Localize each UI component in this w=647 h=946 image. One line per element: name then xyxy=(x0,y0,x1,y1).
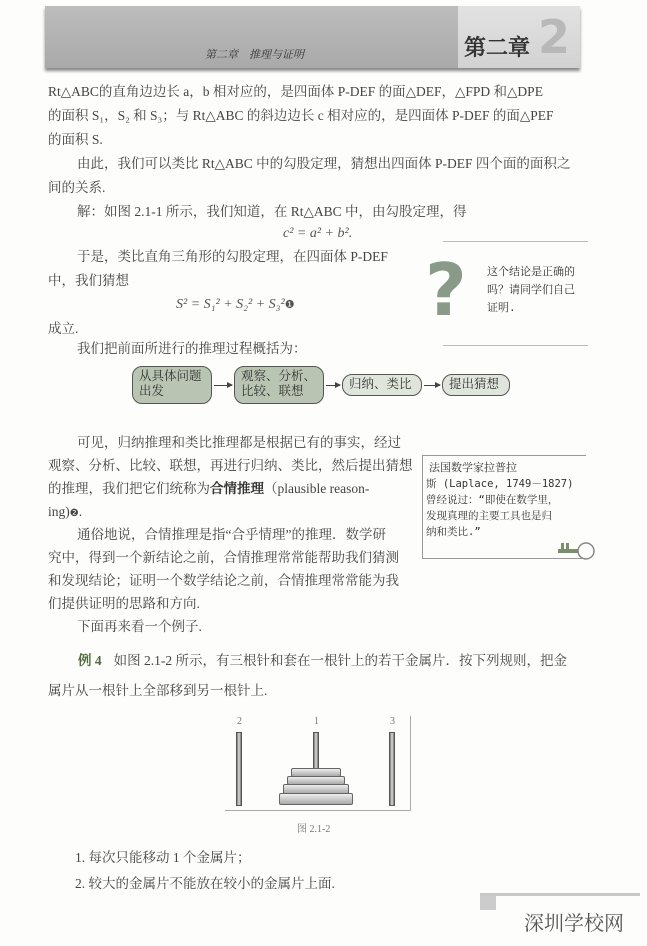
sidebar-text: 曾经说过：“即使在数学里， xyxy=(426,494,559,506)
chapter-tab xyxy=(458,6,580,68)
sidebar-text: 这个结论是正确的 xyxy=(487,265,575,278)
rod-label: 2 xyxy=(237,716,242,727)
watermark: 深圳学校网 xyxy=(524,911,624,935)
formula-text: S² = S₁² + S₂² + S₃² xyxy=(176,297,285,312)
text-line: 间的关系. xyxy=(48,180,106,195)
footer-bar xyxy=(480,893,640,896)
text: 如图 2.1-2 所示，有三根针和套在一根针上的若干金属片．按下列规则，把金 xyxy=(113,653,567,668)
text: . xyxy=(78,504,83,519)
rod-label: 3 xyxy=(390,716,395,727)
question-mark-icon: ? xyxy=(425,248,467,332)
text-line: 解：如图 2.1-1 所示，我们知道，在 Rt△ABC 中，由勾股定理，得 xyxy=(77,204,467,219)
text: 的推理，我们把它们统称为 xyxy=(48,481,210,496)
text-line: 通俗地说，合情推理是指“合乎情理”的推理．数学研 xyxy=(77,527,386,542)
text-line: 下面再来看一个例子. xyxy=(77,619,202,634)
sidebar-text: 证明. xyxy=(487,301,516,314)
text-line: 们提供证明的思路和方向. xyxy=(48,596,200,611)
flow-text: 从具体问题 xyxy=(139,369,202,383)
rod-1 xyxy=(313,732,319,772)
rod-2 xyxy=(236,732,242,806)
sidebar-text: 斯 (Laplace, 1749－1827) xyxy=(426,478,574,490)
text-line: 成立. xyxy=(48,321,79,336)
chapter-header xyxy=(45,6,580,68)
text-line: 可见，归纳推理和类比推理都是根据已有的事实，经过 xyxy=(77,435,401,450)
flow-step-3 xyxy=(342,374,422,396)
flow-text: 出发 xyxy=(139,384,165,398)
footnote-marker: ❶ xyxy=(284,299,295,311)
text-line: 我们把前面所进行的推理过程概括为： xyxy=(77,341,307,356)
rule-2: 2. 较大的金属片不能放在较小的金属片上面. xyxy=(75,876,335,891)
term-highlight: 合情推理 xyxy=(210,481,264,496)
rod-label: 1 xyxy=(314,716,319,727)
text-line: 的面积 S₁，S₂ 和 S₃；与 Rt△ABC 的斜边边长 c 相对应的，是四面体 P-DEF 的面△PEF xyxy=(48,108,554,123)
flow-text: 观察、分析、 xyxy=(241,369,317,383)
footnote-marker: ❷ xyxy=(69,508,79,519)
text-line: 于是，类比直角三角形的勾股定理，在四面体 P-DEF xyxy=(77,249,388,264)
text-line: Rt△ABC的直角边边长 a，b 相对应的，是四面体 P-DEF 的面△DEF，△FPD 和△DPE xyxy=(48,84,543,99)
chapter-number: 2 xyxy=(538,10,571,64)
text: ing) xyxy=(48,504,70,519)
flow-text: 比较、联想 xyxy=(241,384,304,398)
sidebar-text: 法国数学家拉普拉 xyxy=(429,461,517,474)
text-line: 究中，得到一个新结论之前，合情推理常常能帮助我们猜测 xyxy=(48,550,399,565)
flow-step-1 xyxy=(132,366,212,404)
text-line: 和发现结论；证明一个数学结论之前，合情推理常常能为我 xyxy=(48,573,399,588)
sidebar-question xyxy=(425,241,588,346)
text-line xyxy=(48,480,369,498)
sidebar-text: 吗？请同学们自己 xyxy=(487,283,575,296)
text-line: 属片从一根针上全部移到另一根针上. xyxy=(48,683,268,698)
flow-text: 归纳、类比 xyxy=(349,377,412,391)
text-line: 观察、分析、比较、联想，再进行归纳、类比，然后提出猜想 xyxy=(48,458,413,473)
arrow-icon xyxy=(424,385,440,386)
flow-text: 提出猜想 xyxy=(449,377,500,391)
disk xyxy=(279,793,353,805)
flow-step-2 xyxy=(234,366,324,404)
flow-step-4 xyxy=(442,374,510,396)
chapter-label: 第二章 xyxy=(464,36,531,61)
figure-caption: 图 2.1-2 xyxy=(297,824,331,835)
footer-block xyxy=(480,896,496,910)
term-english: （plausible reason- xyxy=(264,481,370,496)
arrow-icon xyxy=(214,385,232,386)
header-title: 第二章 推理与证明 xyxy=(205,48,304,61)
example-line xyxy=(78,652,567,670)
rule-1: 1. 每次只能移动 1 个金属片； xyxy=(75,850,251,865)
formula-pythagoras: c² = a² + b². xyxy=(283,226,353,241)
key-icon xyxy=(558,540,598,562)
sidebar-text: 发现真理的主要工具也是归 xyxy=(426,510,552,522)
text-line: 中，我们猜想 xyxy=(48,273,129,288)
text-line xyxy=(48,503,82,523)
text-line: 由此，我们可以类比 Rt△ABC 中的勾股定理，猜想出四面体 P-DEF 四个面的面积之 xyxy=(77,156,571,171)
arrow-icon xyxy=(326,385,340,386)
example-label: 例 4 xyxy=(78,653,102,668)
rod-3 xyxy=(389,732,395,806)
figure-hanoi xyxy=(225,716,411,811)
formula-conjecture xyxy=(176,296,295,314)
sidebar-text: 纳和类比.” xyxy=(426,526,481,538)
sidebar-laplace xyxy=(422,455,586,559)
text-line: 的面积 S. xyxy=(48,132,103,147)
